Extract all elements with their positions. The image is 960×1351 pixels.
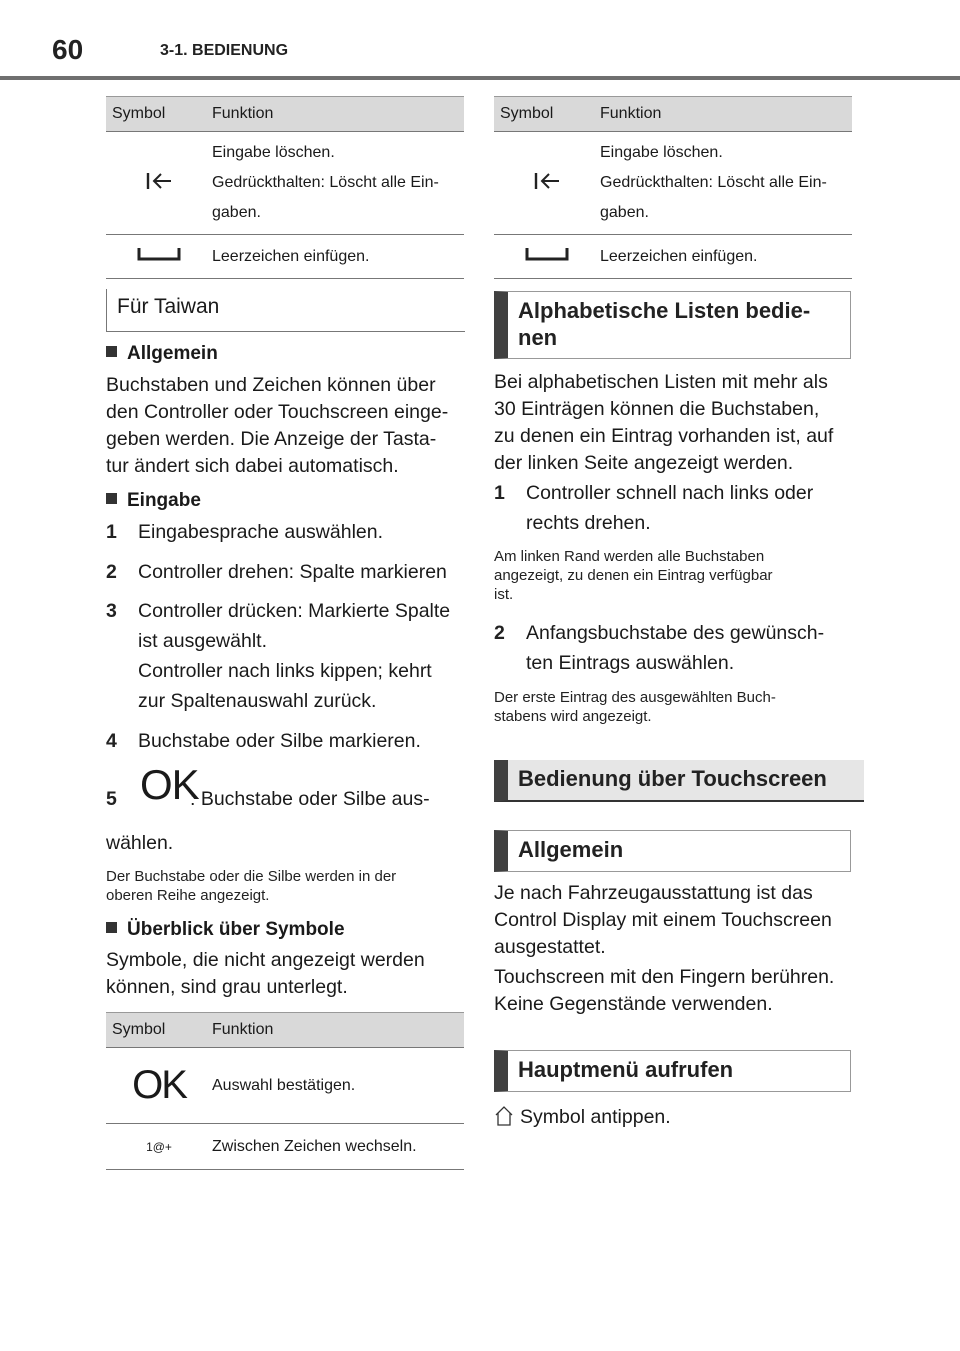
backspace-icon xyxy=(533,171,561,191)
subheading-symbole: Überblick über Symbole xyxy=(106,919,345,941)
step-2: 2 Anfangsbuchstabe des gewünsch- ten Eintrags auswählen. xyxy=(494,622,825,674)
function-text: Gedrückthalten: Löscht alle Ein- xyxy=(600,174,827,191)
step-1: 1 Controller schnell nach links oder rechts drehen. xyxy=(494,482,814,534)
note-step-5: Der Buchstabe oder die Silbe werden in der oberen Reihe angezeigt. xyxy=(106,868,397,904)
col-function-header: Funktion xyxy=(600,97,852,132)
heading-touchscreen: Bedienung über Touchscreen xyxy=(494,760,864,802)
square-bullet-icon xyxy=(106,493,117,504)
table-row xyxy=(106,235,464,279)
col-symbol-header: Symbol xyxy=(106,1013,212,1048)
subheading-eingabe: Eingabe xyxy=(106,490,201,512)
home-icon xyxy=(494,1105,514,1127)
col-function-header: Funktion xyxy=(212,1013,464,1048)
step-3: 3 Controller drücken: Markierte Spalte ist ausgewählt. Controller nach links kippen; kehrt zur Spaltenauswahl zurück. xyxy=(106,600,451,712)
header-rule xyxy=(0,76,960,80)
paragraph-touchscreen-1: Je nach Fahrzeugausstattung ist das Control Display mit einem Touchscreen ausgestattet. xyxy=(494,882,832,958)
paragraph-touchscreen-2: Touchscreen mit den Fingern berühren. Keine Gegenstände verwenden. xyxy=(494,966,835,1015)
note-step-1: Am linken Rand werden alle Buchstaben angezeigt, zu denen ein Eintrag verfügbar ist. xyxy=(494,548,773,603)
heading-hauptmenue: Hauptmenü aufrufen xyxy=(494,1050,851,1092)
subheading-allgemein: Allgemein xyxy=(106,343,218,365)
function-text: Zwischen Zeichen wechseln. xyxy=(212,1124,464,1170)
function-text: Eingabe löschen. xyxy=(212,144,335,161)
switch-chars-icon: 1@+ xyxy=(146,1139,172,1154)
ok-icon: OK xyxy=(132,1063,186,1107)
section-title: 3-1. BEDIENUNG xyxy=(160,42,289,59)
symbol-table-1-right xyxy=(494,96,852,279)
space-bar-icon xyxy=(137,247,181,261)
note-step-2: Der erste Eintrag des ausgewählten Buch- stabens wird angezeigt. xyxy=(494,689,776,725)
col-symbol-header: Symbol xyxy=(494,97,600,132)
function-text: gaben. xyxy=(212,204,261,221)
square-bullet-icon xyxy=(106,346,117,357)
function-text: Eingabe löschen. xyxy=(600,144,723,161)
symbol-table-2-left xyxy=(106,1012,464,1170)
home-instruction: Symbol antippen. xyxy=(494,1104,864,1131)
page-number: 60 xyxy=(52,34,84,65)
function-text: Gedrückthalten: Löscht alle Ein- xyxy=(212,174,439,191)
square-bullet-icon xyxy=(106,922,117,933)
function-text: Auswahl bestätigen. xyxy=(212,1048,464,1124)
table-row xyxy=(106,1124,464,1170)
step-5: 5 OK : Buchstabe oder Silbe aus- wählen. xyxy=(106,761,430,854)
symbol-table-1-left xyxy=(106,96,464,279)
table-row xyxy=(106,1048,464,1124)
table-row xyxy=(494,235,852,279)
heading-alphabetische-listen: Alphabetische Listen bedie- nen xyxy=(494,291,851,359)
paragraph-symbole: Symbole, die nicht angezeigt werden können, sind grau unterlegt. xyxy=(106,949,425,998)
paragraph-allgemein: Buchstaben und Zeichen können über den Controller oder Touchscreen einge- geben werden. Die Anzeige der Tasta- tur ändert sich dabei automatisch. xyxy=(106,374,449,477)
step-4: 4 Buchstabe oder Silbe markieren. xyxy=(106,730,421,752)
page-header xyxy=(0,0,960,80)
heading-allgemein: Allgemein xyxy=(494,830,851,872)
col-function-header: Funktion xyxy=(212,97,464,132)
function-text: Leerzeichen einfügen. xyxy=(600,235,852,279)
space-bar-icon xyxy=(525,247,569,261)
ok-icon: OK xyxy=(140,761,199,808)
table-row xyxy=(494,132,852,235)
paragraph-alphabetische-listen: Bei alphabetischen Listen mit mehr als 30 Einträgen können die Buchstaben, zu denen ein Eintrag vorhanden ist, auf der linken Seite angezeigt werden. xyxy=(494,371,834,474)
col-symbol-header: Symbol xyxy=(106,97,212,132)
function-text: Leerzeichen einfügen. xyxy=(212,235,464,279)
step-1: 1 Eingabesprache auswählen. xyxy=(106,521,384,543)
backspace-icon xyxy=(145,171,173,191)
table-row xyxy=(106,132,464,235)
step-2: 2 Controller drehen: Spalte markieren xyxy=(106,561,447,583)
taiwan-heading: Für Taiwan xyxy=(106,289,465,332)
function-text: gaben. xyxy=(600,204,649,221)
